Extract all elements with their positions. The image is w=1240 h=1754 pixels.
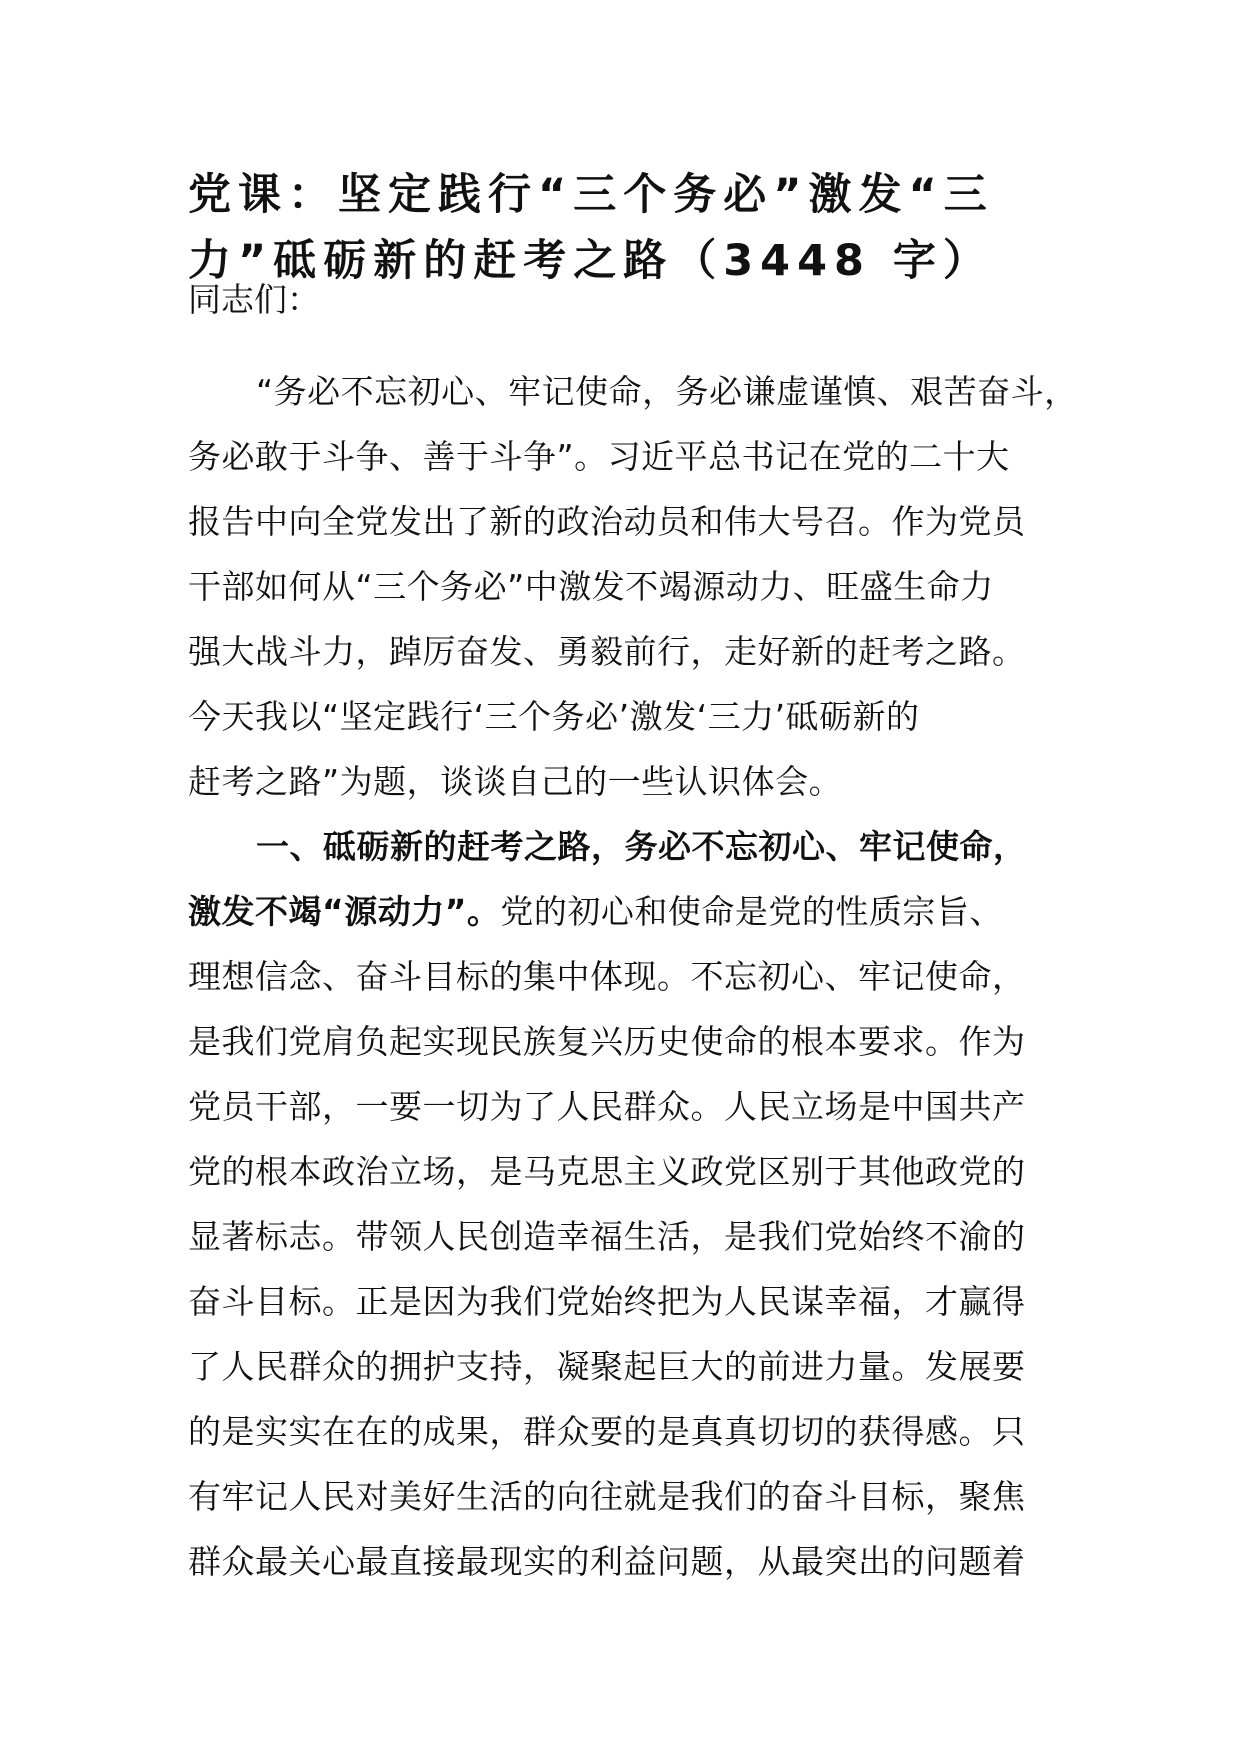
text-line: 有牢记人民对美好生活的向往就是我们的奋斗目标，聚焦 xyxy=(188,1477,1026,1516)
text-line: 党的根本政治立场，是马克思主义政党区别于其他政党的 xyxy=(188,1152,1026,1191)
text-line: 强大战斗力，踔厉奋发、勇毅前行，走好新的赶考之路。 xyxy=(188,632,1026,671)
text-line: 党员干部，一要一切为了人民群众。人民立场是中国共产 xyxy=(188,1087,1026,1126)
text-line: 今天我以“坚定践行‘三个务必’激发‘三力’砥砺新的 xyxy=(188,697,920,736)
text-line: 赶考之路”为题，谈谈自己的一些认识体会。 xyxy=(188,762,843,801)
text-line: 是我们党肩负起实现民族复兴历史使命的根本要求。作为 xyxy=(188,1022,1026,1061)
section-heading-line: 激发不竭“源动力”。党的初心和使命是党的性质宗旨、 xyxy=(188,892,1003,931)
text-line: 理想信念、奋斗目标的集中体现。不忘初心、牢记使命， xyxy=(188,957,1026,996)
text-line: 的是实实在在的成果，群众要的是真真切切的获得感。只 xyxy=(188,1412,1026,1451)
text-line: 显著标志。带领人民创造幸福生活，是我们党始终不渝的 xyxy=(188,1217,1026,1256)
text-line: 报告中向全党发出了新的政治动员和伟大号召。作为党员 xyxy=(188,502,1026,541)
text-line: 了人民群众的拥护支持，凝聚起巨大的前进力量。发展要 xyxy=(188,1347,1026,1386)
text-line: 奋斗目标。正是因为我们党始终把为人民谋幸福，才赢得 xyxy=(188,1282,1026,1321)
document-title: 党课：坚定践行“三个务必”激发“三力”砥砺新的赶考之路（3448 字） xyxy=(188,170,994,286)
text-line: 干部如何从“三个务必”中激发不竭源动力、旺盛生命力 xyxy=(188,567,994,606)
text-line: 务必敢于斗争、善于斗争”。习近平总书记在党的二十大 xyxy=(188,437,1010,476)
section-heading-line: 一、砥砺新的赶考之路，务必不忘初心、牢记使命， xyxy=(256,827,1027,866)
text-line: “务必不忘初心、牢记使命，务必谦虚谨慎、艰苦奋斗， xyxy=(256,372,1078,411)
salutation: 同志们： xyxy=(188,280,320,319)
text-line: 群众最关心最直接最现实的利益问题，从最突出的问题着 xyxy=(188,1542,1026,1581)
body-text xyxy=(188,373,1088,1608)
